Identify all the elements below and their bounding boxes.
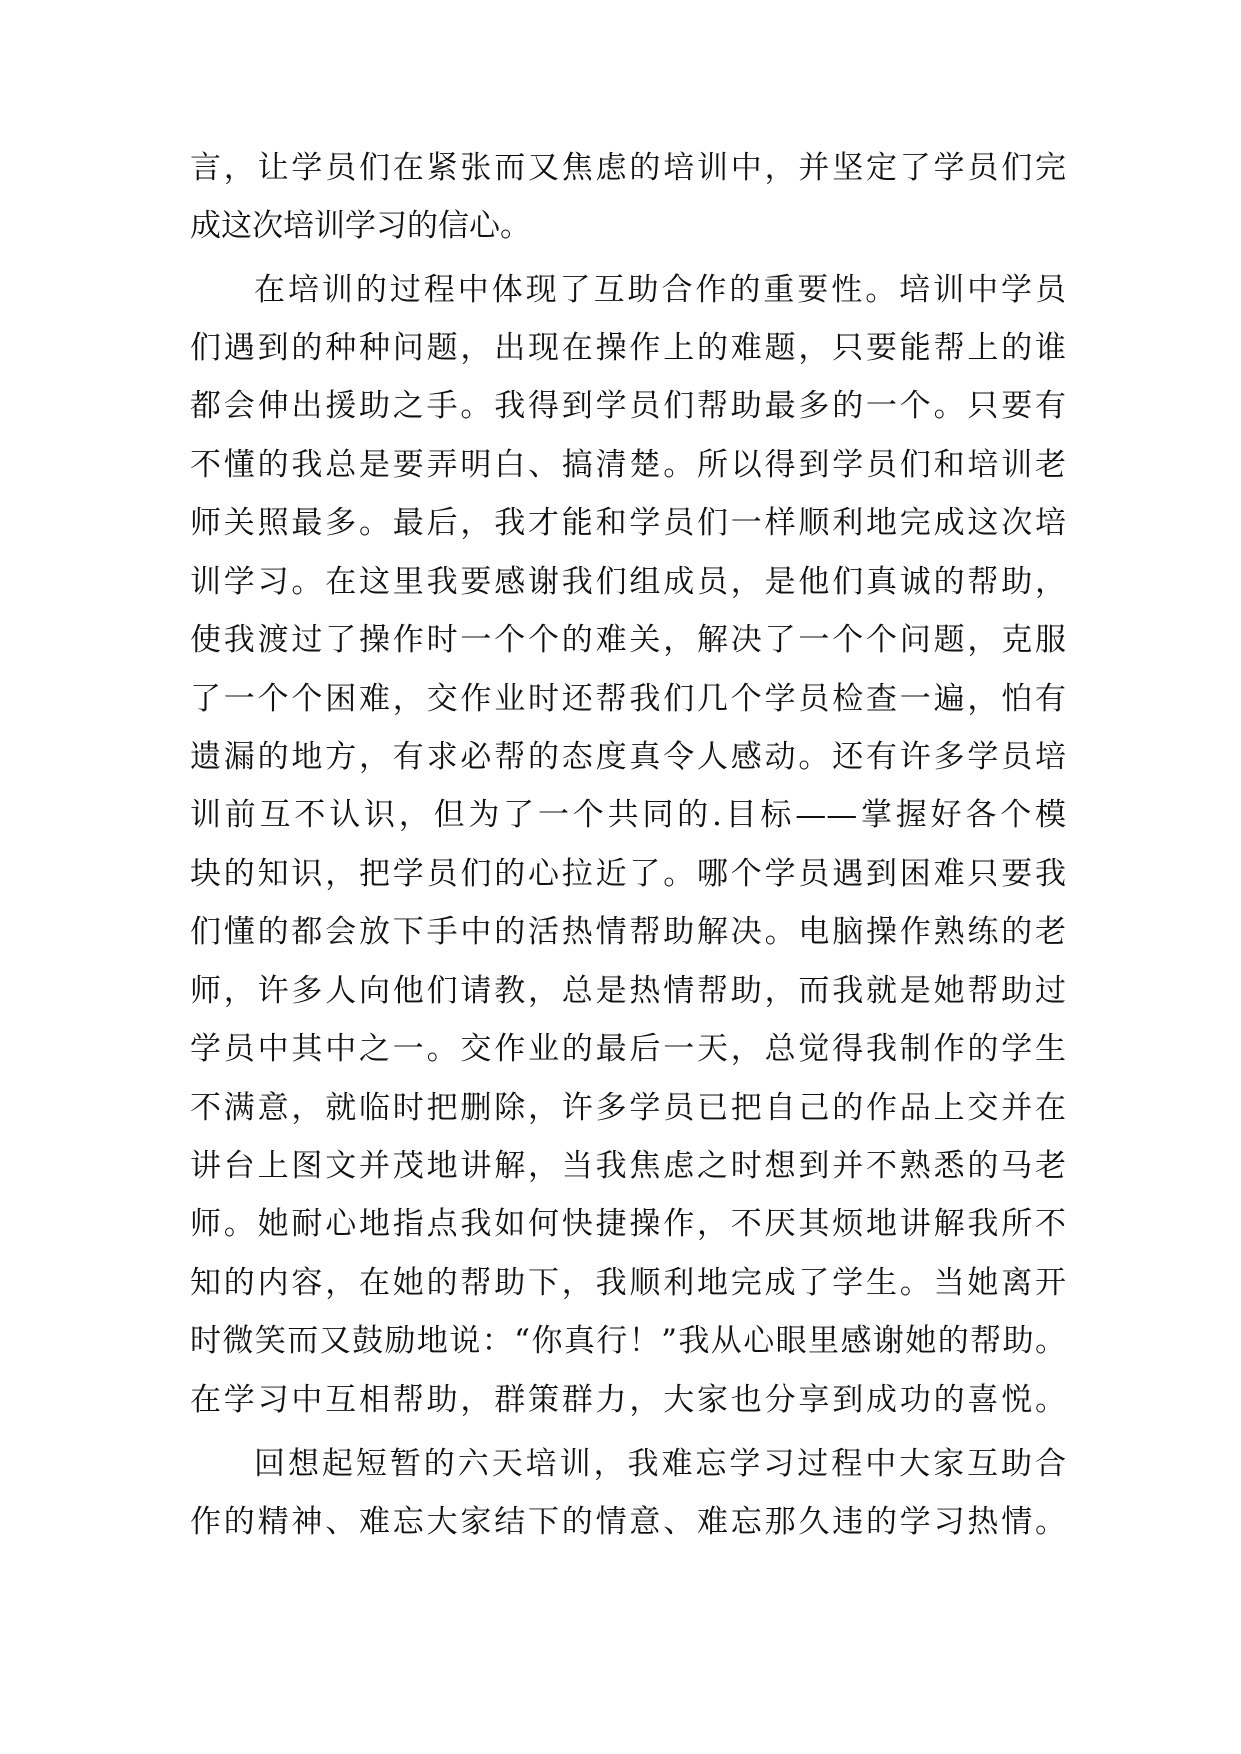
text-line-15: 师，许多人向他们请教，总是热情帮助，而我就是她帮助过 [190, 973, 1066, 1009]
text-line-20: 知的内容，在她的帮助下，我顺利地完成了学生。当她离开 [190, 1265, 1066, 1301]
text-line-8: 训学习。在这里我要感谢我们组成员，是他们真诚的帮助， [190, 564, 1066, 600]
text-line-13: 块的知识，把学员们的心拉近了。哪个学员遇到困难只要我 [190, 856, 1066, 892]
text-line-9: 使我渡过了操作时一个个的难关，解决了一个个问题，克服 [190, 622, 1066, 658]
text-line-19: 师。她耐心地指点我如何快捷操作，不厌其烦地讲解我所不 [190, 1206, 1066, 1242]
text-line-18: 讲台上图文并茂地讲解，当我焦虑之时想到并不熟悉的马老 [190, 1148, 1066, 1184]
text-line-4: 们遇到的种种问题，出现在操作上的难题，只要能帮上的谁 [190, 330, 1066, 366]
text-line-3: 在培训的过程中体现了互助合作的重要性。培训中学员 [254, 272, 1066, 308]
text-line-12: 训前互不认识，但为了一个共同的.目标——掌握好各个模 [190, 797, 1066, 833]
text-line-2: 成这次培训学习的信心。 [190, 208, 531, 244]
text-line-1: 言，让学员们在紧张而又焦虑的培训中，并坚定了学员们完 [190, 150, 1066, 186]
text-line-24: 作的精神、难忘大家结下的情意、难忘那久违的学习热情。 [190, 1504, 1066, 1540]
text-line-23: 回想起短暂的六天培训，我难忘学习过程中大家互助合 [254, 1446, 1066, 1482]
text-line-22: 在学习中互相帮助，群策群力，大家也分享到成功的喜悦。 [190, 1382, 1066, 1418]
text-line-14: 们懂的都会放下手中的活热情帮助解决。电脑操作熟练的老 [190, 914, 1066, 950]
text-line-6: 不懂的我总是要弄明白、搞清楚。所以得到学员们和培训老 [190, 447, 1066, 483]
text-line-16: 学员中其中之一。交作业的最后一天，总觉得我制作的学生 [190, 1031, 1066, 1067]
text-line-11: 遗漏的地方，有求必帮的态度真令人感动。还有许多学员培 [190, 739, 1066, 775]
text-line-17: 不满意，就临时把删除，许多学员已把自己的作品上交并在 [190, 1090, 1066, 1126]
text-line-7: 师关照最多。最后，我才能和学员们一样顺利地完成这次培 [190, 505, 1066, 541]
text-line-21: 时微笑而又鼓励地说：“你真行！”我从心眼里感谢她的帮助。 [190, 1323, 1066, 1359]
text-line-10: 了一个个困难，交作业时还帮我们几个学员检查一遍，怕有 [190, 681, 1066, 717]
text-line-5: 都会伸出援助之手。我得到学员们帮助最多的一个。只要有 [190, 388, 1066, 424]
